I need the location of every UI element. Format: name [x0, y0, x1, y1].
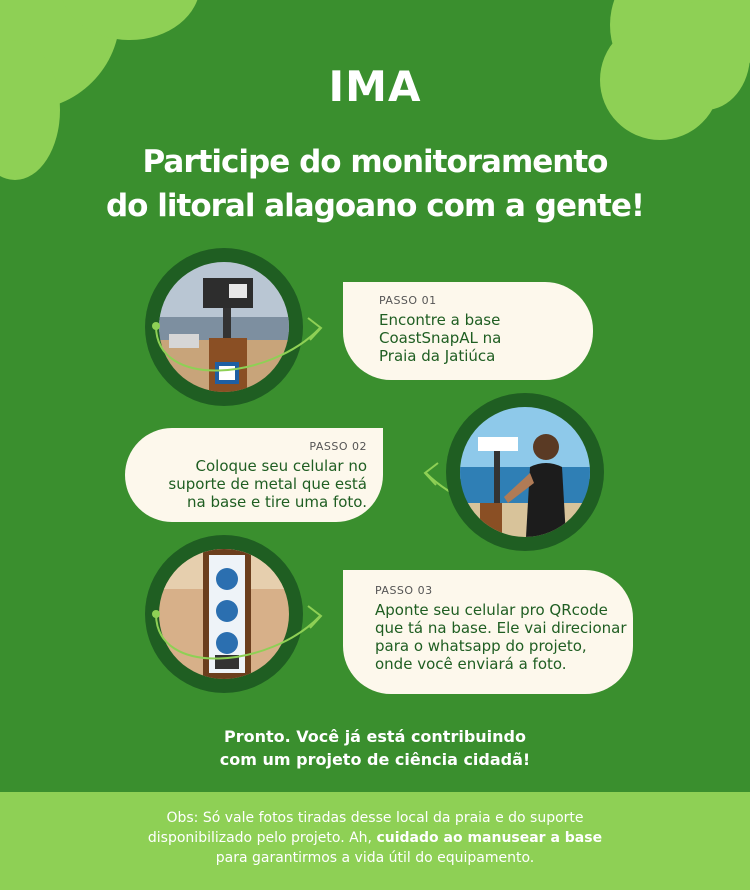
closing-message: Pronto. Você já está contribuindo com um projeto de ciência cidadã!	[219, 727, 531, 769]
person-at-base-photo	[460, 407, 590, 537]
footer-line-1: Obs: Só vale fotos tiradas desse local da praia e do suporte	[166, 810, 584, 826]
footer-line-2-text: disponibilizado pelo projeto. Ah,	[147, 830, 377, 846]
footer-line-2	[0, 828, 750, 848]
ima-logo: IMA	[328, 62, 422, 111]
footer-line-3: para garantirmos a vida útil do equipamento.	[215, 850, 535, 866]
step-3-label: PASSO 03	[375, 584, 433, 597]
step-1-card	[343, 282, 593, 380]
step-3-card	[343, 570, 633, 694]
arrow-right-icon-2	[150, 598, 330, 688]
step-2-card	[125, 428, 383, 522]
step-1-text: Encontre a base CoastSnapAL na Praia da Jatiúca	[379, 311, 502, 365]
footer-note	[0, 808, 750, 868]
headline	[0, 140, 750, 228]
step-2-label: PASSO 02	[309, 440, 367, 453]
step-3-text: Aponte seu celular pro QRcode que tá na base. Ele vai direcionar para o whatsapp do projeto, onde você enviará a foto.	[375, 601, 627, 673]
footer-bold-warning: cuidado ao manusear a base	[376, 830, 603, 846]
step-2-text: Coloque seu celular no suporte de metal que está na base e tire uma foto.	[168, 457, 367, 511]
headline-line-2: do litoral alagoano com a gente!	[105, 188, 645, 224]
step-1-label: PASSO 01	[379, 294, 437, 307]
headline-line-1: Participe do monitoramento	[142, 144, 608, 180]
step-2-photo-ring	[446, 393, 604, 551]
footer-band	[0, 792, 750, 890]
arrow-right-icon	[150, 310, 330, 400]
